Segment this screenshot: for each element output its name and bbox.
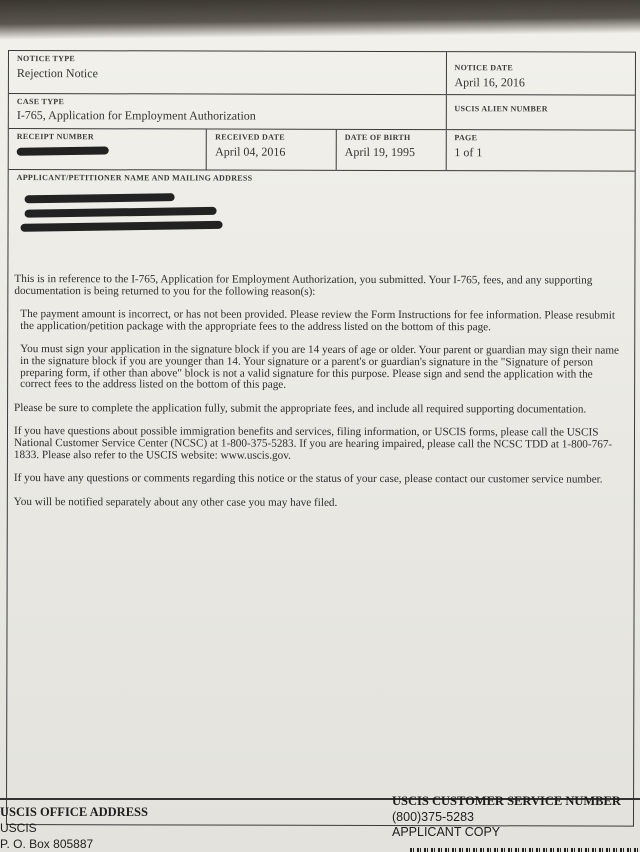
redaction-mark	[17, 146, 109, 155]
dob-label: DATE OF BIRTH	[344, 132, 411, 143]
notice-date-value: April 16, 2016	[454, 75, 525, 90]
redaction-mark	[25, 193, 175, 203]
received-date-label: RECEIVED DATE	[215, 132, 285, 142]
header-row-case	[9, 93, 635, 130]
case-type-label: CASE TYPE	[16, 97, 65, 107]
dob-cell	[336, 130, 446, 170]
notice-type-value: Rejection Notice	[16, 66, 98, 81]
notice-body-box	[7, 264, 634, 826]
paragraph-ncsc-contact: If you have questions about possible immigration benefits and services, filing information, or USCIS forms, please call the USCIS National Customer Service Center (NCSC) at 1-800-375-5283. If you are hearing impaired, please call the NCSC TDD at 1-800-767-1833. Please also refer to the USCIS website: www.uscis.gov.	[13, 425, 613, 462]
receipt-number-label: RECEIPT NUMBER	[16, 132, 94, 142]
applicant-label: APPLICANT/PETITIONER NAME AND MAILING ADDRESS	[16, 173, 253, 183]
received-date-cell	[206, 130, 336, 170]
paragraph-complete-application: Please be sure to complete the application fully, submit the appropriate fees, and include all required supporting documentation.	[14, 401, 587, 416]
customer-service-block	[392, 794, 621, 841]
redaction-mark	[25, 207, 217, 218]
notice-type-label: NOTICE TYPE	[16, 54, 76, 64]
header-row-notice	[9, 50, 635, 95]
header-row-receipt	[9, 128, 635, 171]
receipt-number-cell	[9, 129, 206, 170]
paragraph-reference: This is in reference to the I-765, Application for Employment Authorization, you submitted. Your I-765, fees, and any supporting documentation is being returned to you for the following reason(s):	[14, 273, 593, 298]
header-box	[6, 50, 636, 827]
office-line-1: USCIS	[0, 821, 37, 835]
applicant-copy-label: APPLICANT COPY	[392, 825, 501, 839]
case-type-cell	[9, 94, 446, 129]
paragraph-other-cases: You will be notified separately about any other case you may have filed.	[13, 495, 338, 509]
paragraph-signature-reason: You must sign your application in the signature block if you are 14 years of age or older. Your parent or guardian may sign their name in the signature block if you are younger than 14. Your signature or a parent's or guardian's signature in the "Signature of person preparing form, if other than above" block is not a valid signature for this purpose. Please sign and send the application with the correct fees to the address listed on the bottom of this page.	[20, 343, 620, 391]
notice-body	[8, 264, 635, 510]
redaction-mark	[20, 221, 222, 232]
rejection-notice-form	[6, 50, 636, 827]
applicant-cell	[8, 170, 634, 266]
dob-value: April 19, 1995	[344, 144, 416, 160]
notice-type-cell	[9, 51, 446, 94]
paragraph-payment-reason: The payment amount is incorrect, or has not been provided. Please review the Form Instructions for fee information. Please resubmit the application/petition package with the appropriate fees to the address listed on the bottom of this page.	[20, 308, 615, 334]
office-line-2: P. O. Box 805887	[0, 837, 94, 851]
page-label: PAGE	[454, 133, 478, 143]
office-address-label: USCIS OFFICE ADDRESS	[0, 805, 148, 819]
office-address-block	[0, 804, 148, 852]
header-row-applicant	[8, 169, 634, 266]
customer-service-label: USCIS CUSTOMER SERVICE NUMBER	[392, 794, 621, 808]
barcode	[410, 848, 640, 852]
alien-number-cell	[445, 95, 635, 129]
received-date-value: April 04, 2016	[215, 144, 286, 159]
page-cell	[445, 130, 634, 170]
customer-service-number: (800)375-5283	[392, 809, 475, 824]
footer	[0, 794, 640, 852]
paragraph-customer-service: If you have any questions or comments regarding this notice or the status of your case, please contact our customer service number.	[13, 472, 603, 486]
page-value: 1 of 1	[454, 145, 483, 160]
notice-date-cell	[445, 52, 635, 94]
alien-number-label: USCIS ALIEN NUMBER	[454, 104, 548, 114]
photo-background-shadow	[0, 0, 640, 40]
case-type-value: I-765, Application for Employment Authorization	[16, 108, 256, 123]
notice-date-label: NOTICE DATE	[454, 63, 514, 73]
